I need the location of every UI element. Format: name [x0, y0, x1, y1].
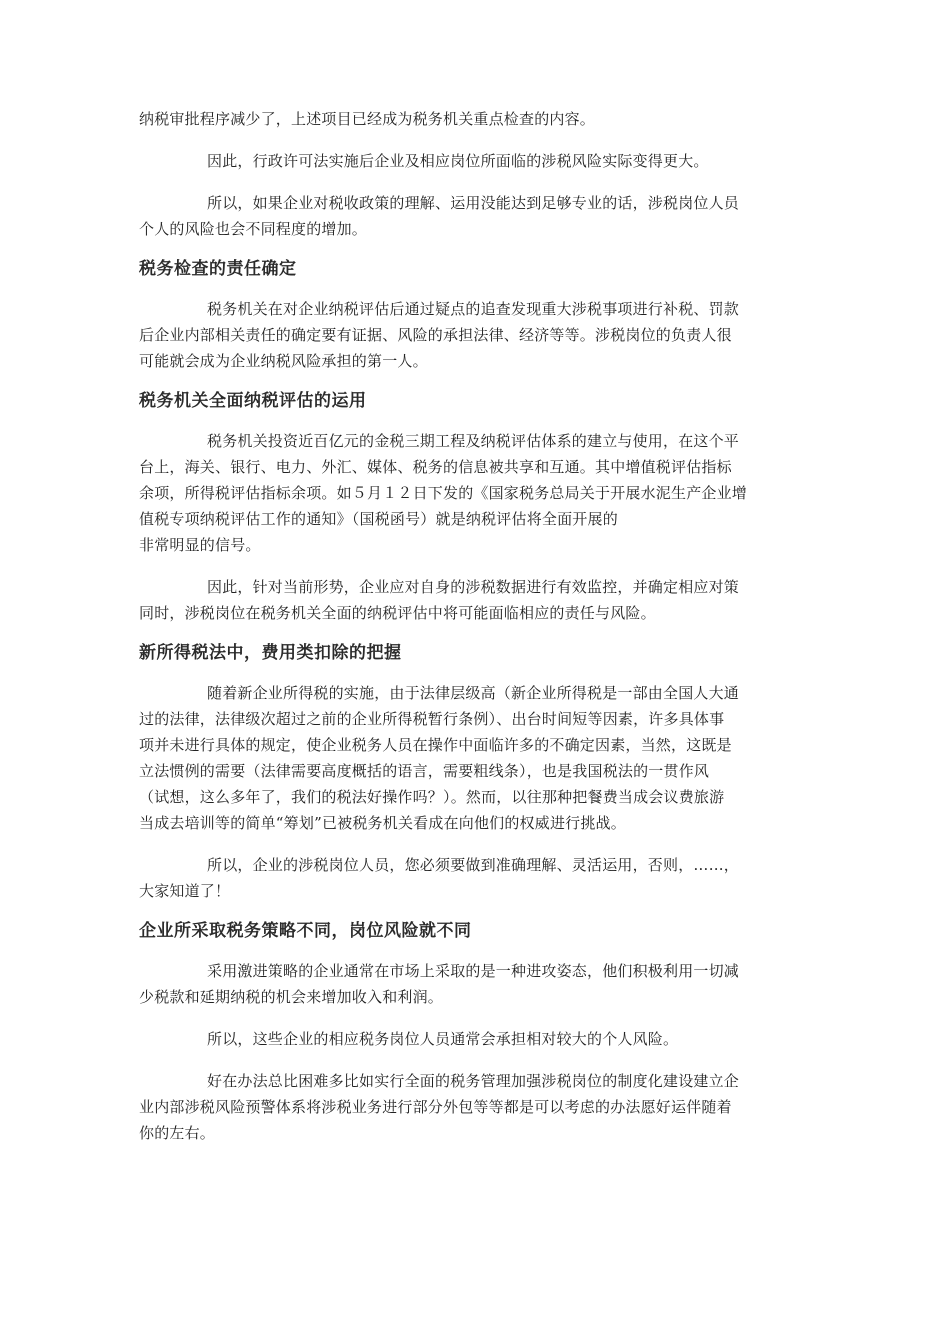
text-line: 同时，涉税岗位在税务机关全面的纳税评估中将可能面临相应的责任与风险。 — [139, 604, 656, 622]
section-heading: 新所得税法中，费用类扣除的把握 — [139, 643, 402, 663]
paragraph — [139, 574, 815, 600]
text-line: 税务机关在对企业纳税评估后通过疑点的追查发现重大涉税事项进行补税、罚款 — [207, 300, 740, 318]
paragraph — [139, 680, 815, 706]
section-heading: 税务检查的责任确定 — [139, 259, 297, 279]
paragraph-cont — [139, 322, 815, 374]
text-line: 业内部涉税风险预警体系将涉税业务进行部分外包等等都是可以考虑的办法愿好运伴随着 — [139, 1098, 732, 1116]
text-line: 少税款和延期纳税的机会来增加收入和利润。 — [139, 988, 444, 1006]
text-line: 因此，行政许可法实施后企业及相应岗位所面临的涉税风险实际变得更大。 — [207, 152, 709, 170]
paragraph-cont — [139, 600, 815, 626]
paragraph — [139, 148, 815, 174]
text-line: 好在办法总比困难多比如实行全面的税务管理加强涉税岗位的制度化建设建立企 — [207, 1072, 740, 1090]
paragraph — [139, 428, 815, 454]
paragraph — [139, 106, 815, 132]
paragraph — [139, 1068, 815, 1094]
section-heading: 税务机关全面纳税评估的运用 — [139, 391, 367, 411]
text-line: 因此，针对当前形势，企业应对自身的涉税数据进行有效监控，并确定相应对策 — [207, 578, 740, 596]
text-line: 采用激进策略的企业通常在市场上采取的是一种进攻姿态，他们积极利用一切减 — [207, 962, 740, 980]
text-line: 大家知道了！ — [139, 882, 231, 900]
text-line: 过的法律，法律级次超过之前的企业所得税暂行条例）、出台时间短等因素，许多具体事 — [139, 710, 725, 728]
paragraph — [139, 190, 815, 216]
text-line: 后企业内部相关责任的确定要有证据、风险的承担法律、经济等等。涉税岗位的负责人很 — [139, 326, 732, 344]
text-line: 立法惯例的需要（法律需要高度概括的语言，需要粗线条），也是我国税法的一贯作风 — [139, 762, 710, 780]
text-line: 所以，企业的涉税岗位人员，您必须要做到准确理解、灵活运用，否则，……， — [207, 856, 740, 874]
text-line: 所以，如果企业对税收政策的理解、运用没能达到足够专业的话，涉税岗位人员 — [207, 194, 740, 212]
paragraph — [139, 958, 815, 984]
text-line: 当成去培训等的简单“筹划”已被税务机关看成在向他们的权威进行挑战。 — [139, 814, 626, 832]
paragraph-cont — [139, 706, 815, 836]
paragraph — [139, 296, 815, 322]
text-line: 随着新企业所得税的实施，由于法律层级高（新企业所得税是一部由全国人大通 — [207, 684, 740, 702]
text-line: 个人的风险也会不同程度的增加。 — [139, 220, 368, 238]
text-line: 税务机关投资近百亿元的金税三期工程及纳税评估体系的建立与使用，在这个平 — [207, 432, 740, 450]
paragraph-cont — [139, 1094, 815, 1146]
paragraph-cont — [139, 454, 815, 558]
paragraph — [139, 1026, 815, 1052]
text-line: 值税专项纳税评估工作的通知》（国税函号）就是纳税评估将全面开展的 — [139, 510, 618, 528]
paragraph-cont — [139, 878, 815, 904]
text-line: 可能就会成为企业纳税风险承担的第一人。 — [139, 352, 428, 370]
document-body — [139, 106, 815, 1146]
paragraph-cont — [139, 216, 815, 242]
text-line: 余项，所得税评估指标余项。如５月１２日下发的《国家税务总局关于开展水泥生产企业增 — [139, 484, 748, 502]
text-line: 台上，海关、银行、电力、外汇、媒体、税务的信息被共享和互通。其中增值税评估指标 — [139, 458, 732, 476]
text-line: 纳税审批程序减少了，上述项目已经成为税务机关重点检查的内容。 — [139, 110, 596, 128]
paragraph-cont — [139, 984, 815, 1010]
text-line: 你的左右。 — [139, 1124, 216, 1142]
text-line: 项并未进行具体的规定，使企业税务人员在操作中面临许多的不确定因素，当然，这既是 — [139, 736, 732, 754]
section-heading: 企业所采取税务策略不同，岗位风险就不同 — [139, 921, 472, 941]
text-line: （试想，这么多年了，我们的税法好操作吗？）。然而，以往那种把餐费当成会议费旅游 — [139, 788, 725, 806]
paragraph — [139, 852, 815, 878]
text-line: 非常明显的信号。 — [139, 536, 261, 554]
text-line: 所以，这些企业的相应税务岗位人员通常会承担相对较大的个人风险。 — [207, 1030, 679, 1048]
